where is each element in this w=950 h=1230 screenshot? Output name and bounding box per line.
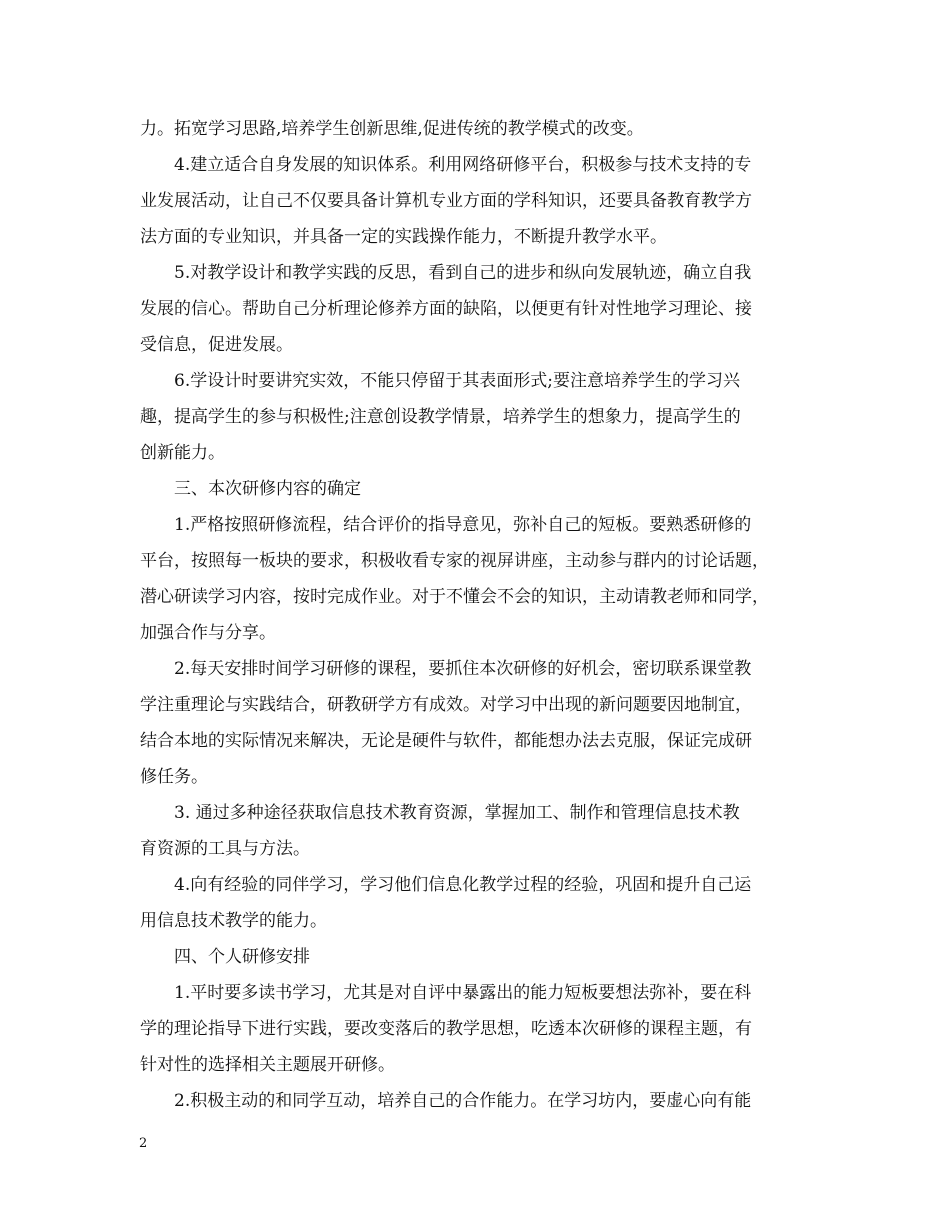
text-line: 修任务。 bbox=[140, 767, 208, 787]
text-line: 育资源的工具与方法。 bbox=[140, 839, 310, 859]
page-number: 2 bbox=[139, 1136, 148, 1151]
paragraph-5-reflection: 5.对教学设计和教学实践的反思，看到自己的进步和纵向发展轨迹，确立自我 bbox=[174, 263, 752, 283]
text-line: 学注重理论与实践结合，研教研学方有成效。对学习中出现的新问题要因地制宜， bbox=[140, 695, 752, 715]
text-line: 发展的信心。帮助自己分析理论修养方面的缺陷，以便更有针对性地学习理论、接 bbox=[140, 299, 752, 319]
text-line: 趣，提高学生的参与积极性;注意创设教学情景，培养学生的想象力，提高学生的 bbox=[140, 407, 741, 427]
text-line: 针对性的选择相关主题展开研修。 bbox=[140, 1055, 395, 1075]
paragraph-3-1: 1.严格按照研修流程，结合评价的指导意见，弥补自己的短板。要熟悉研修的 bbox=[174, 515, 752, 535]
paragraph-6-design: 6.学设计时要讲究实效，不能只停留于其表面形式;要注意培养学生的学习兴 bbox=[174, 371, 740, 391]
text-line: 用信息技术教学的能力。 bbox=[140, 911, 327, 931]
text-line: 加强合作与分享。 bbox=[140, 623, 276, 643]
paragraph-3-3: 3. 通过多种途径获取信息技术教育资源，掌握加工、制作和管理信息技术教 bbox=[174, 803, 740, 823]
text-line: 平台，按照每一板块的要求，积极收看专家的视屏讲座，主动参与群内的讨论话题， bbox=[140, 551, 769, 571]
text-line: 潜心研读学习内容，按时完成作业。对于不懂会不会的知识，主动请教老师和同学， bbox=[140, 587, 769, 607]
text-line: 结合本地的实际情况来解决，无论是硬件与软件，都能想办法去克服，保证完成研 bbox=[140, 731, 752, 751]
section-heading-3: 三、本次研修内容的确定 bbox=[174, 479, 361, 499]
paragraph-4-2: 2.积极主动的和同学互动，培养自己的合作能力。在学习坊内，要虚心向有能 bbox=[174, 1091, 752, 1111]
text-line: 法方面的专业知识，并具备一定的实践操作能力，不断提升教学水平。 bbox=[140, 227, 667, 247]
text-line: 创新能力。 bbox=[140, 443, 225, 463]
paragraph-4-1: 1.平时要多读书学习，尤其是对自评中暴露出的能力短板要想法弥补，要在科 bbox=[174, 983, 752, 1003]
paragraph-4-knowledge-system: 4.建立适合自身发展的知识体系。利用网络研修平台，积极参与技术支持的专 bbox=[174, 155, 752, 175]
paragraph-3-2: 2.每天安排时间学习研修的课程，要抓住本次研修的好机会，密切联系课堂教 bbox=[174, 659, 752, 679]
paragraph-3-4: 4.向有经验的同伴学习，学习他们信息化教学过程的经验，巩固和提升自己运 bbox=[174, 875, 752, 895]
section-heading-4: 四、个人研修安排 bbox=[174, 947, 310, 967]
text-line: 力。拓宽学习思路,培养学生创新思维,促进传统的教学模式的改变。 bbox=[140, 119, 644, 139]
text-line: 受信息，促进发展。 bbox=[140, 335, 293, 355]
text-line: 学的理论指导下进行实践，要改变落后的教学思想，吃透本次研修的课程主题，有 bbox=[140, 1019, 752, 1039]
text-line: 业发展活动，让自己不仅要具备计算机专业方面的学科知识，还要具备教育教学方 bbox=[140, 191, 752, 211]
